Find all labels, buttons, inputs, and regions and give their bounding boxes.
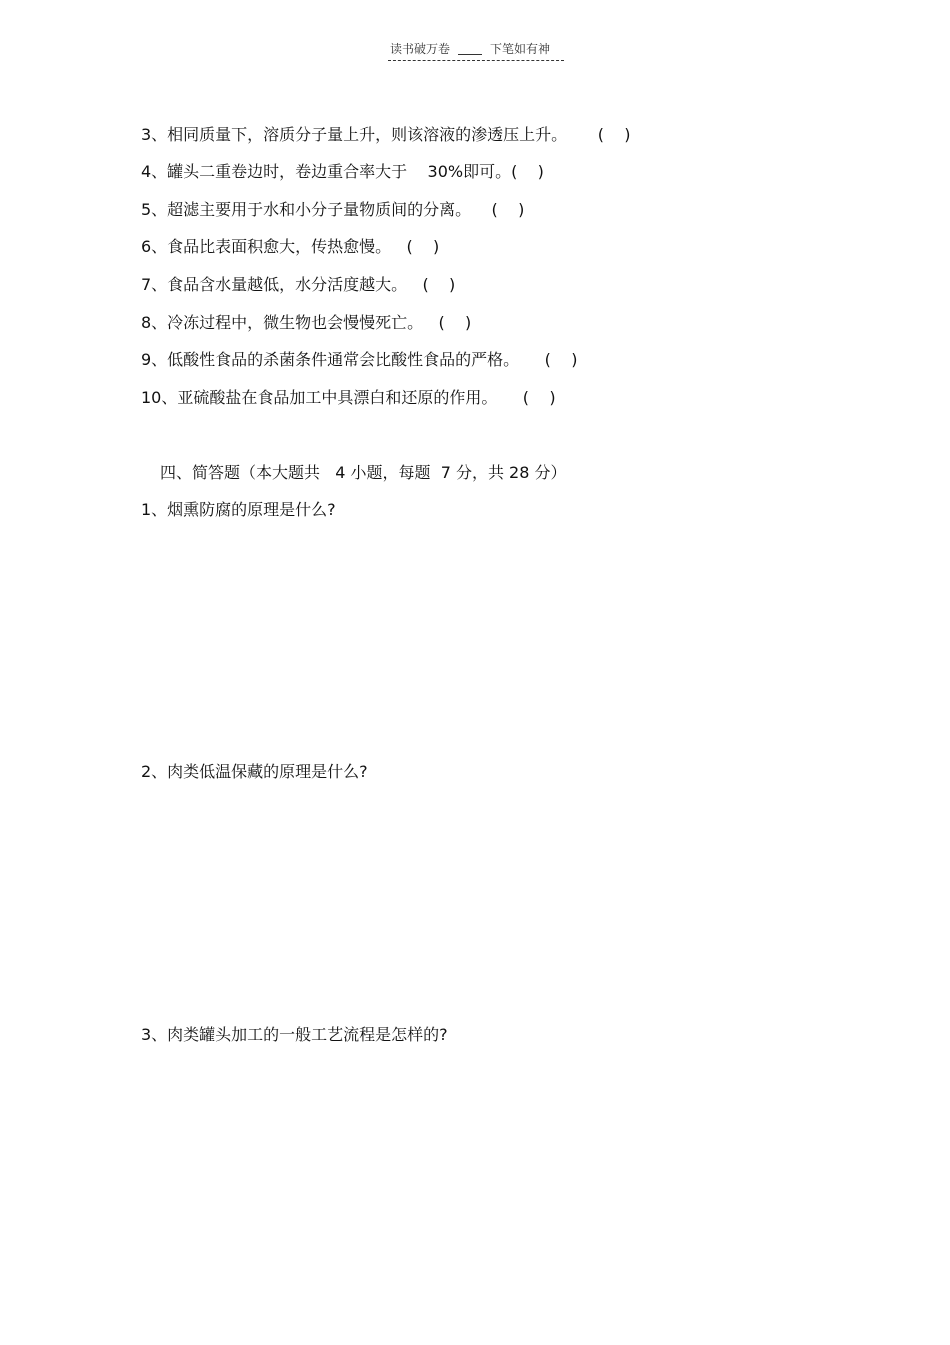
short-answer-question-2: 2、肉类低温保藏的原理是什么? <box>141 762 368 781</box>
judgement-item-6: 6、食品比表面积愈大，传热愈慢。 ( ) <box>141 237 440 256</box>
judgement-item-10: 10、亚硫酸盐在食品加工中具漂白和还原的作用。 ( ) <box>141 388 556 407</box>
section-title-short-answer: 四、简答题（本大题共 4 小题，每题 7 分，共 28 分） <box>160 463 567 482</box>
header-right-text: 下笔如有神 <box>490 42 551 56</box>
judgement-item-8: 8、冷冻过程中，微生物也会慢慢死亡。 ( ) <box>141 313 472 332</box>
judgement-item-4: 4、罐头二重卷边时，卷边重合率大于 30%即可。( ) <box>141 162 544 181</box>
judgement-item-5: 5、超滤主要用于水和小分子量物质间的分离。 ( ) <box>141 200 525 219</box>
header-underline-gap <box>458 54 482 55</box>
judgement-item-7: 7、食品含水量越低，水分活度越大。 ( ) <box>141 275 456 294</box>
judgement-item-3: 3、相同质量下，溶质分子量上升，则该溶液的渗透压上升。 ( ) <box>141 125 631 144</box>
header-left-text: 读书破万卷 <box>390 42 451 56</box>
short-answer-question-3: 3、肉类罐头加工的一般工艺流程是怎样的? <box>141 1025 448 1044</box>
page-header <box>388 40 564 61</box>
judgement-item-9: 9、低酸性食品的杀菌条件通常会比酸性食品的严格。 ( ) <box>141 350 578 369</box>
short-answer-question-1: 1、烟熏防腐的原理是什么? <box>141 500 336 519</box>
